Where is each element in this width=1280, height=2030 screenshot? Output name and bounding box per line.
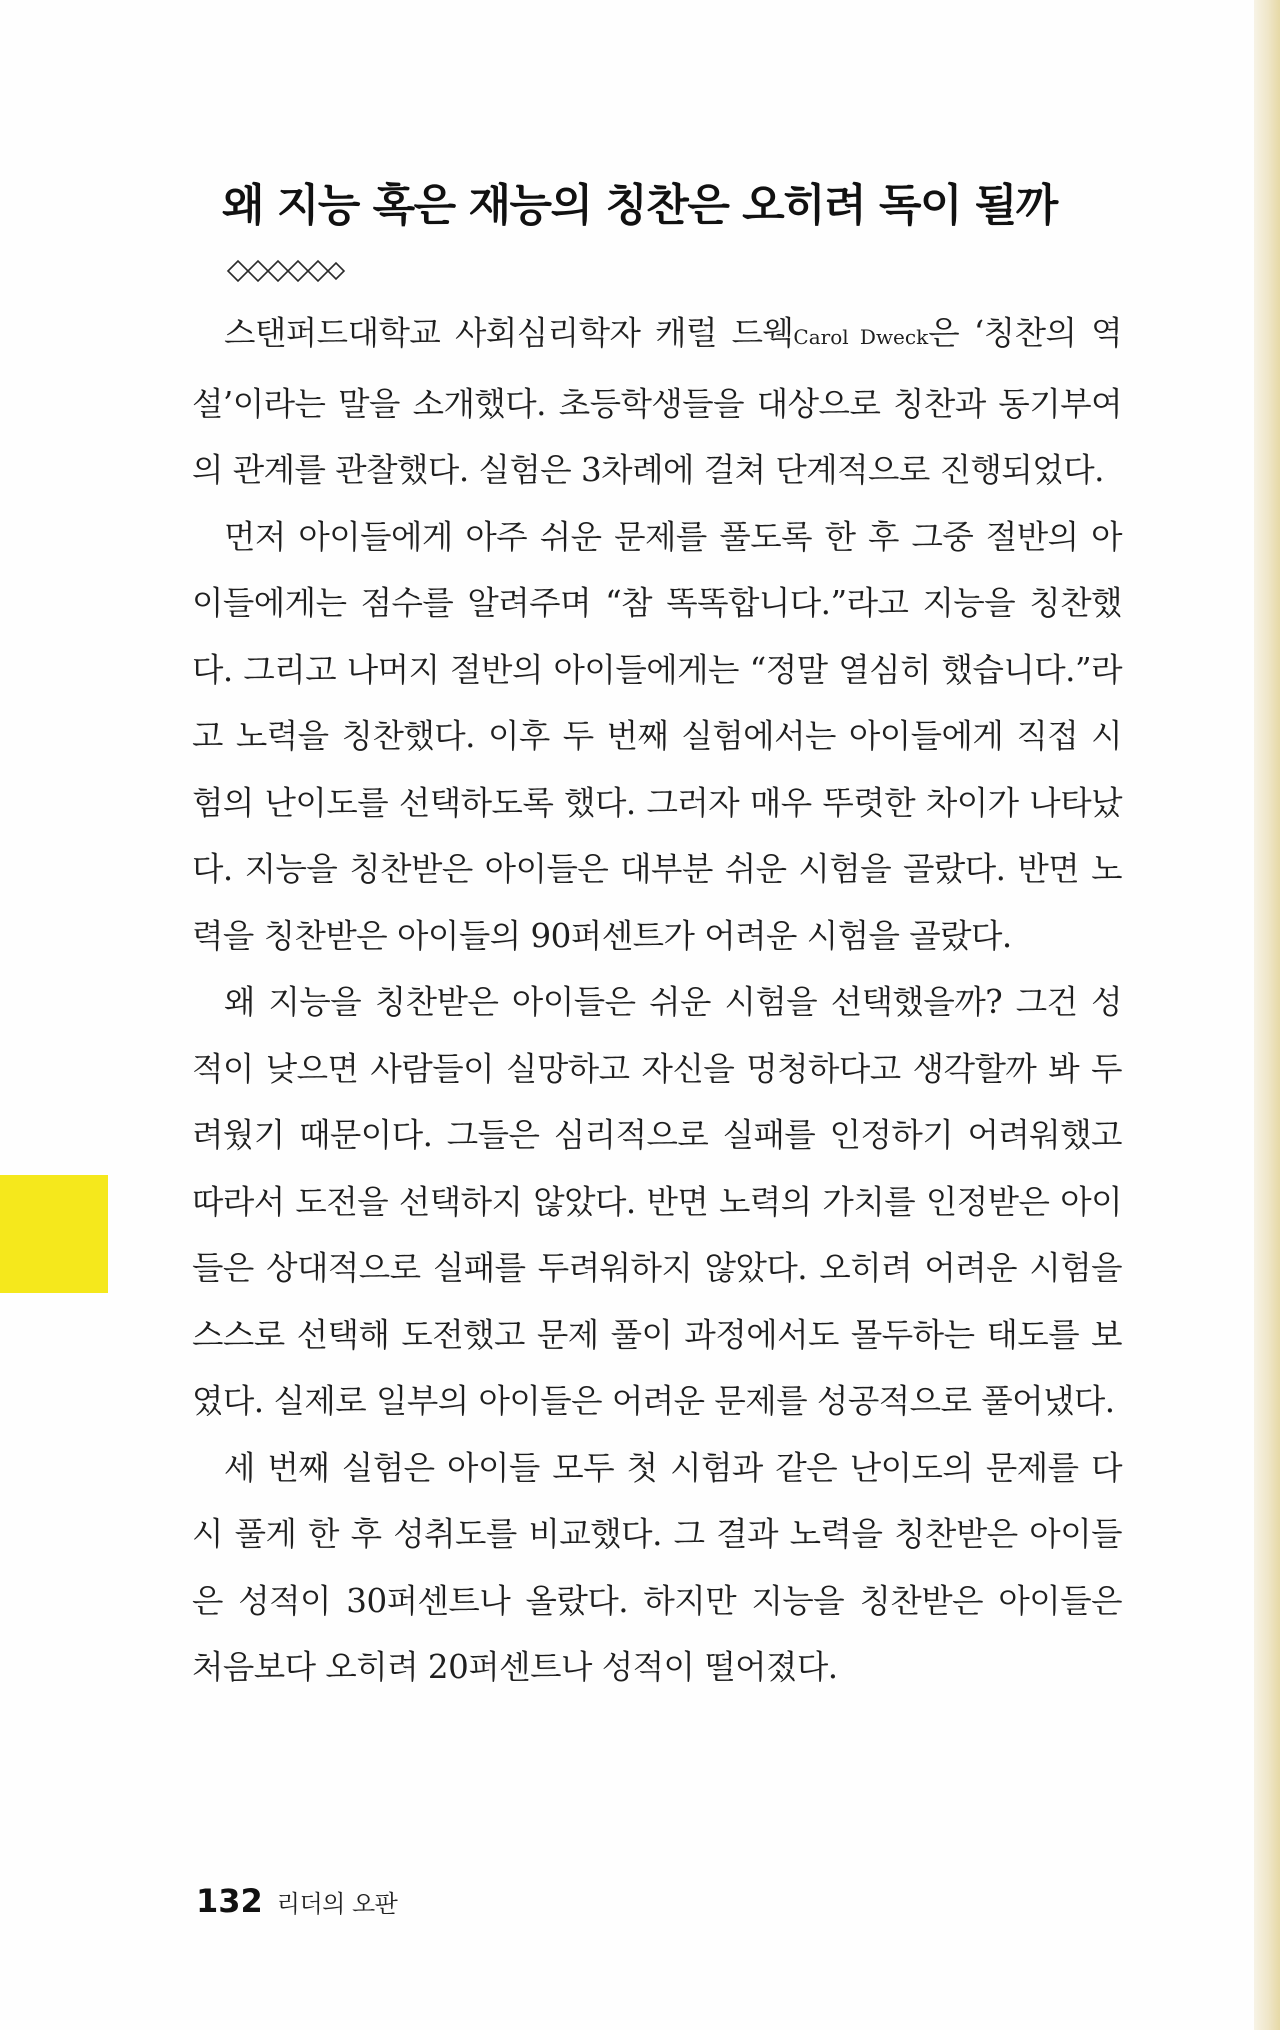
paragraph-4: 세 번째 실험은 아이들 모두 첫 시험과 같은 난이도의 문제를 다시 풀게 한 후 성취도를 비교했다. 그 결과 노력을 칭찬받은 아이들은 성적이 30퍼센트나 올랐다. 하지만 지능을 칭찬받은 아이들은 처음보다 오히려 20퍼센트나 성적이 떨어졌다.: [192, 1448, 1122, 1686]
body-text: [192, 300, 1122, 1701]
paragraph-2: 먼저 아이들에게 아주 쉬운 문제를 풀도록 한 후 그중 절반의 아이들에게는 점수를 알려주며 “참 똑똑합니다.”라고 지능을 칭찬했다. 그리고 나머지 절반의 아이들에게는 “정말 열심히 했습니다.”라고 노력을 칭찬했다. 이후 두 번째 실험에서는 아이들에게 직접 시험의 난이도를 선택하도록 했다. 그러자 매우 뚜렷한 차이가 나타났다. 지능을 칭찬받은 아이들은 대부분 쉬운 시험을 골랐다. 반면 노력을 칭찬받은 아이들의 90퍼센트가 어려운 시험을 골랐다.: [192, 517, 1122, 955]
page-number: 132: [196, 1882, 263, 1920]
paragraph-1-text-b: 은 ‘칭찬의 역설’이라는 말을 소개했다. 초등학생들을 대상으로 칭찬과 동기부여의 관계를 관찰했다. 실험은 3차례에 걸쳐 단계적으로 진행되었다.: [192, 314, 1122, 489]
diamond-chain-ornament-icon: [226, 258, 346, 284]
page-edge: [1254, 0, 1280, 2030]
paragraph-3: 왜 지능을 칭찬받은 아이들은 쉬운 시험을 선택했을까? 그건 성적이 낮으면 사람들이 실망하고 자신을 멍청하다고 생각할까 봐 두려웠기 때문이다. 그들은 심리적으로 실패를 인정하기 어려워했고 따라서 도전을 선택하지 않았다. 반면 노력의 가치를 인정받은 아이들은 상대적으로 실패를 두려워하지 않았다. 오히려 어려운 시험을 스스로 선택해 도전했고 문제 풀이 과정에서도 몰두하는 태도를 보였다. 실제로 일부의 아이들은 어려운 문제를 성공적으로 풀어냈다.: [192, 983, 1123, 1420]
book-title: 리더의 오판: [276, 1890, 398, 1918]
paragraph-1-text-a: 스탠퍼드대학교 사회심리학자 캐럴 드웩: [224, 314, 794, 352]
highlight-tab: [0, 1175, 108, 1293]
section-heading: 왜 지능 혹은 재능의 칭찬은 오히려 독이 될까: [222, 180, 1057, 231]
page-footer: [196, 1882, 397, 1920]
paragraph-1: [192, 300, 1122, 504]
author-latin-name: Carol Dweck: [793, 325, 929, 349]
